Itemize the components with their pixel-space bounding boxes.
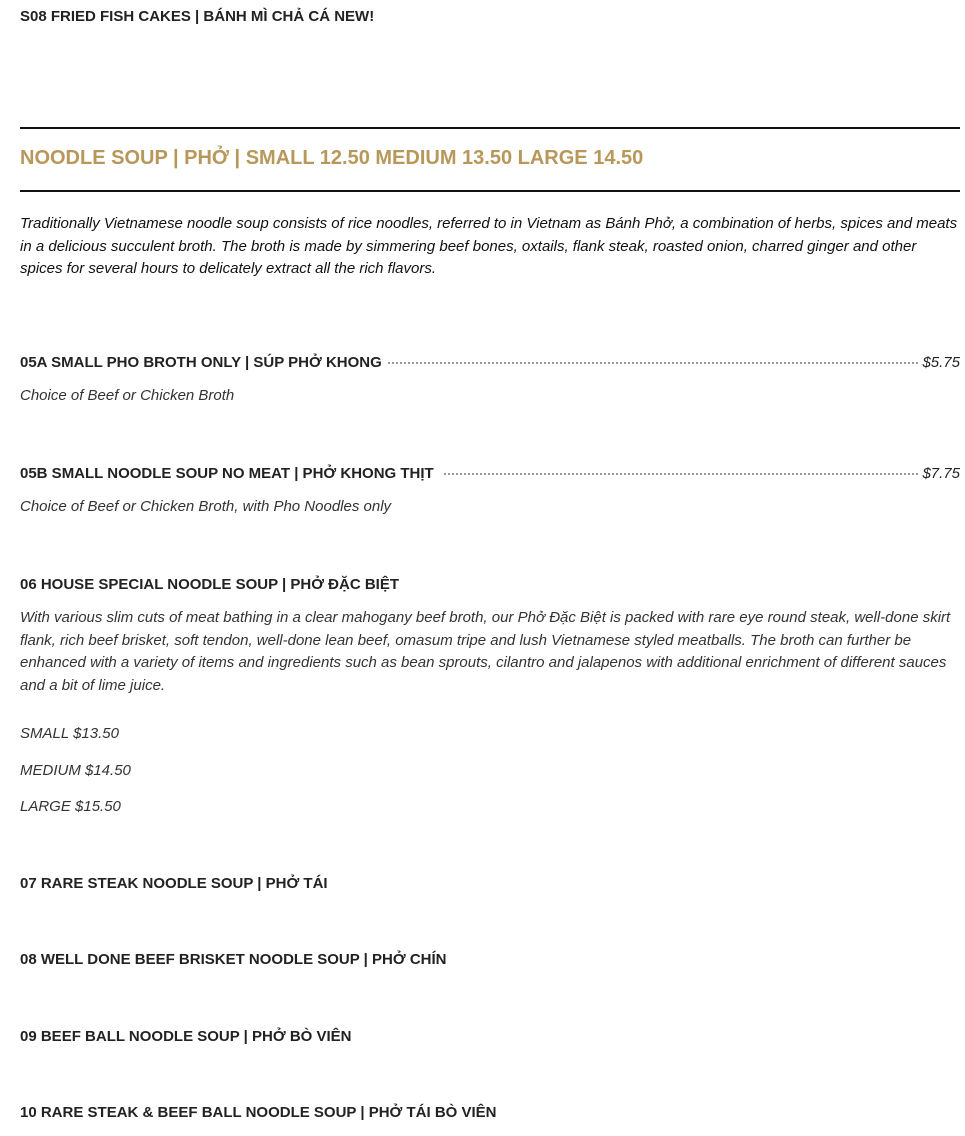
size-price-medium: MEDIUM $14.50	[20, 762, 131, 779]
menu-item-title: 10 RARE STEAK & BEEF BALL NOODLE SOUP | PHỞ TÁI BÒ VIÊN	[20, 1104, 497, 1121]
price-leader-dots	[444, 473, 919, 475]
size-price-small: SMALL $13.50	[20, 725, 119, 742]
menu-item-title: 07 RARE STEAK NOODLE SOUP | PHỞ TÁI	[20, 875, 328, 892]
menu-item-05a	[20, 354, 960, 371]
menu-item-title: 09 BEEF BALL NOODLE SOUP | PHỞ BÒ VIÊN	[20, 1028, 352, 1045]
menu-item-05b	[20, 465, 960, 482]
price-leader-dots	[388, 362, 919, 364]
menu-item-description: Choice of Beef or Chicken Broth, with Pho Noodles only	[20, 498, 392, 515]
menu-item-price: $7.75	[922, 465, 960, 482]
size-price-large: LARGE $15.50	[20, 798, 121, 815]
section-divider-bottom	[20, 190, 960, 192]
menu-item-title: 05B SMALL NOODLE SOUP NO MEAT | PHỞ KHONG THỊT	[20, 465, 434, 482]
menu-item-title: 05A SMALL PHO BROTH ONLY | SÚP PHỞ KHONG	[20, 354, 382, 371]
menu-item-title: 08 WELL DONE BEEF BRISKET NOODLE SOUP | PHỞ CHÍN	[20, 951, 447, 968]
section-description: Traditionally Vietnamese noodle soup consists of rice noodles, referred to in Vietnam as Bánh Phở, a combination of herbs, spices and meats in a delicious succulent broth. The broth is made by simmering beef bones, oxtails, flank steak, roasted onion, charred ginger and other spices for several hours to delicately extract all the rich flavors.	[20, 215, 958, 277]
section-divider-top	[20, 127, 960, 129]
menu-item-description: With various slim cuts of meat bathing in a clear mahogany beef broth, our Phở Đặc Biệt is packed with rare eye round steak, well-done skirt flank, rich beef brisket, soft tendon, well-done lean beef, omasum tripe and lush Vietnamese styled meatballs. The broth can further be enhanced with a variety of items and ingredients such as bean sprouts, cilantro and jalapenos with additional enrichment of different sauces and a bit of lime juice.	[20, 609, 951, 694]
menu-item-price: $5.75	[922, 354, 960, 371]
menu-item-title: 06 HOUSE SPECIAL NOODLE SOUP | PHỞ ĐẶC BIỆT	[20, 576, 400, 593]
section-title: NOODLE SOUP | PHỞ | SMALL 12.50 MEDIUM 13.50 LARGE 14.50	[20, 147, 644, 169]
menu-item-title: S08 FRIED FISH CAKES | BÁNH MÌ CHẢ CÁ NEW!	[20, 8, 375, 25]
menu-item-description: Choice of Beef or Chicken Broth	[20, 387, 235, 404]
